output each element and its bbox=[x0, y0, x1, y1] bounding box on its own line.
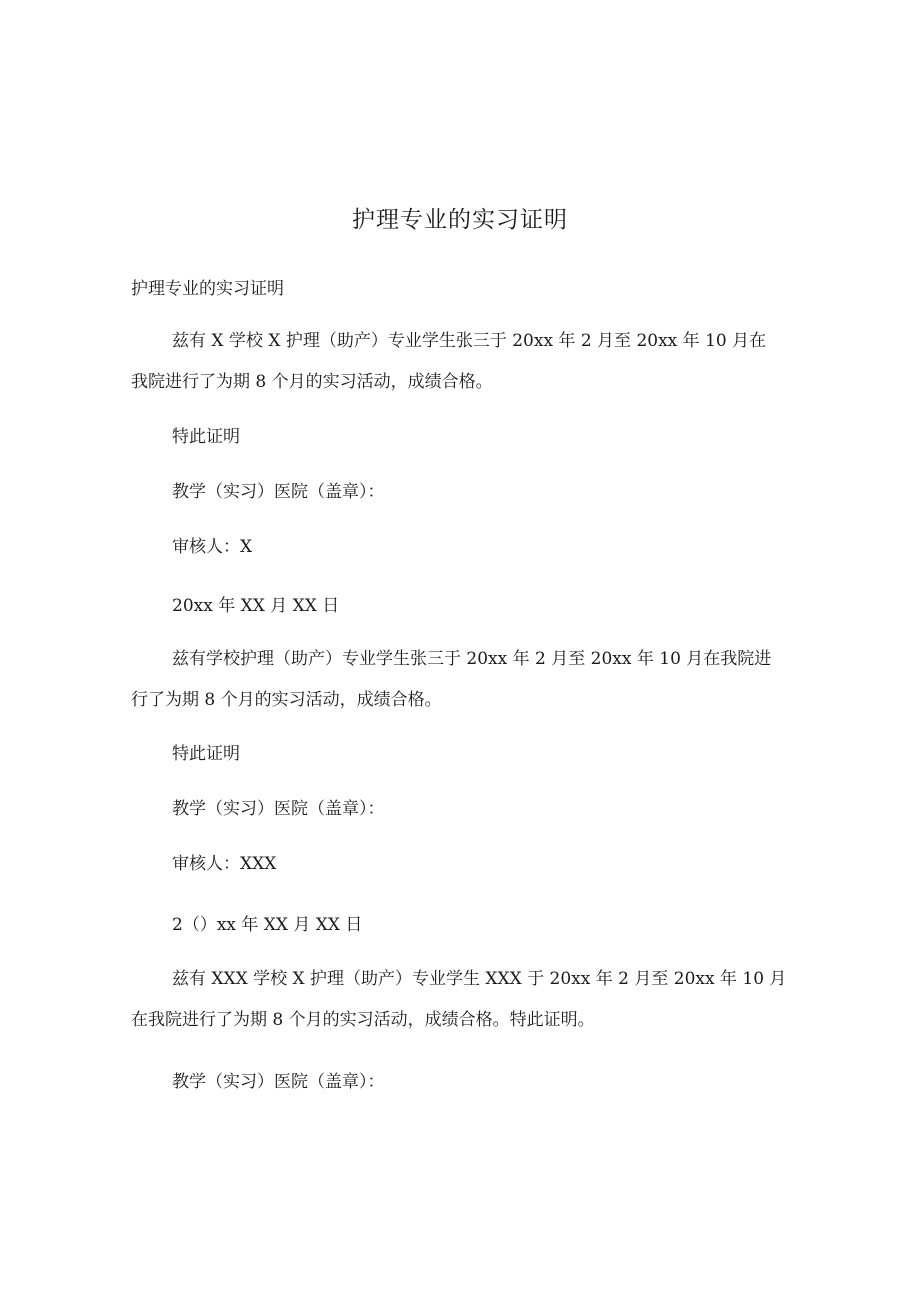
reviewer-line-1: 审核人：X bbox=[172, 537, 253, 557]
hospital-seal-line-3: 教学（实习）医院（盖章）： bbox=[172, 1072, 385, 1092]
paragraph-1-line-2: 我院进行了为期 8 个月的实习活动，成绩合格。 bbox=[131, 372, 493, 392]
paragraph-3-line-1: 兹有 XXX 学校 X 护理（助产）专业学生 XXX 于 20xx 年 2 月至 20xx 年 10 月 bbox=[172, 969, 787, 989]
date-line-1: 20xx 年 XX 月 XX 日 bbox=[172, 596, 340, 616]
hospital-seal-line-2: 教学（实习）医院（盖章）： bbox=[172, 799, 385, 819]
certify-text-1: 特此证明 bbox=[172, 427, 240, 447]
paragraph-1-line-1: 兹有 X 学校 X 护理（助产）专业学生张三于 20xx 年 2 月至 20xx 年 10 月在 bbox=[172, 331, 767, 351]
document-title: 护理专业的实习证明 bbox=[352, 207, 568, 233]
document-subtitle: 护理专业的实习证明 bbox=[131, 279, 284, 299]
paragraph-2-line-2: 行了为期 8 个月的实习活动，成绩合格。 bbox=[131, 690, 442, 710]
certify-text-2: 特此证明 bbox=[172, 744, 240, 764]
reviewer-line-2: 审核人：XXX bbox=[172, 854, 277, 874]
hospital-seal-line-1: 教学（实习）医院（盖章）： bbox=[172, 482, 385, 502]
paragraph-3-line-2: 在我院进行了为期 8 个月的实习活动，成绩合格。特此证明。 bbox=[131, 1010, 595, 1030]
date-line-2: 2（）xx 年 XX 月 XX 日 bbox=[172, 915, 363, 935]
paragraph-2-line-1: 兹有学校护理（助产）专业学生张三于 20xx 年 2 月至 20xx 年 10 月在我院进 bbox=[172, 649, 772, 669]
